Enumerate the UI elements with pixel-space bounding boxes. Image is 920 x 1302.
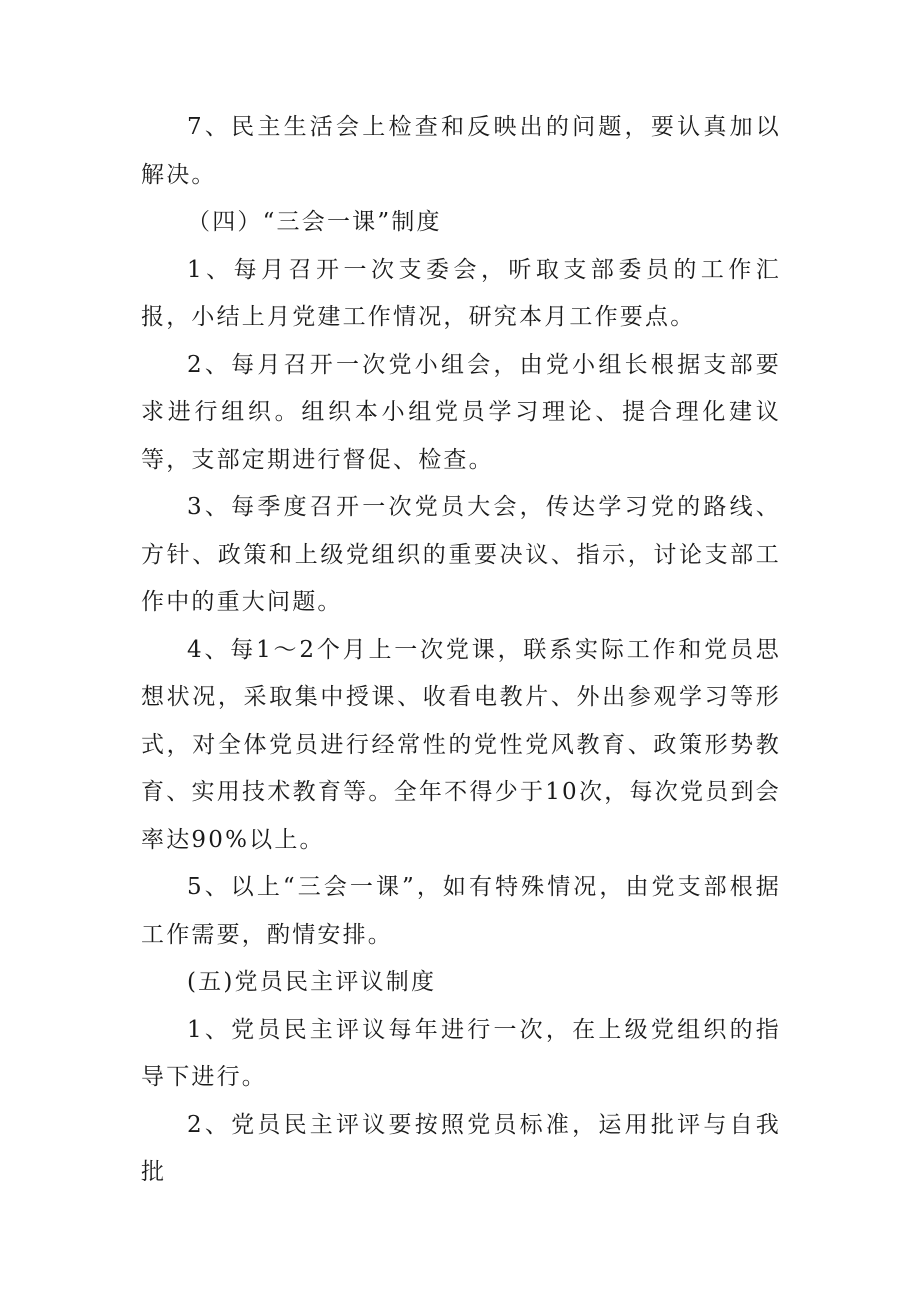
paragraph-item-7: 7、民主生活会上检查和反映出的问题，要认真加以解决。	[141, 114, 781, 188]
paragraph-item-4: 4、每1～2个月上一次党课，联系实际工作和党员思想状况，采取集中授课、收看电教片、外出参观学习等形式，对全体党员进行经常性的党性党风教育、政策形势教育、实用技术教育等。全年不得少于10次，每次党员到会率达90%以上。	[141, 636, 781, 853]
paragraph-item-1-evaluation: 1、党员民主评议每年进行一次，在上级党组织的指导下进行。	[141, 1016, 781, 1090]
paragraph-item-2-evaluation: 2、党员民主评议要按照党员标准，运用批评与自我批	[141, 1111, 781, 1185]
paragraph-item-2: 2、每月召开一次党小组会，由党小组长根据支部要求进行组织。组织本小组党员学习理论、提合理化建议等，支部定期进行督促、检查。	[141, 351, 781, 473]
document-body	[141, 104, 781, 1197]
section-heading-five: (五)党员民主评议制度	[187, 969, 437, 995]
section-heading-four: （四）“三会一课”制度	[187, 209, 442, 235]
paragraph-item-1: 1、每月召开一次支委会，听取支部委员的工作汇报，小结上月党建工作情况，研究本月工作要点。	[141, 256, 781, 330]
paragraph-item-3: 3、每季度召开一次党员大会，传达学习党的路线、方针、政策和上级党组织的重要决议、指示，讨论支部工作中的重大问题。	[141, 494, 781, 615]
paragraph-item-5: 5、以上“三会一课”，如有特殊情况，由党支部根据工作需要，酌情安排。	[141, 874, 781, 948]
